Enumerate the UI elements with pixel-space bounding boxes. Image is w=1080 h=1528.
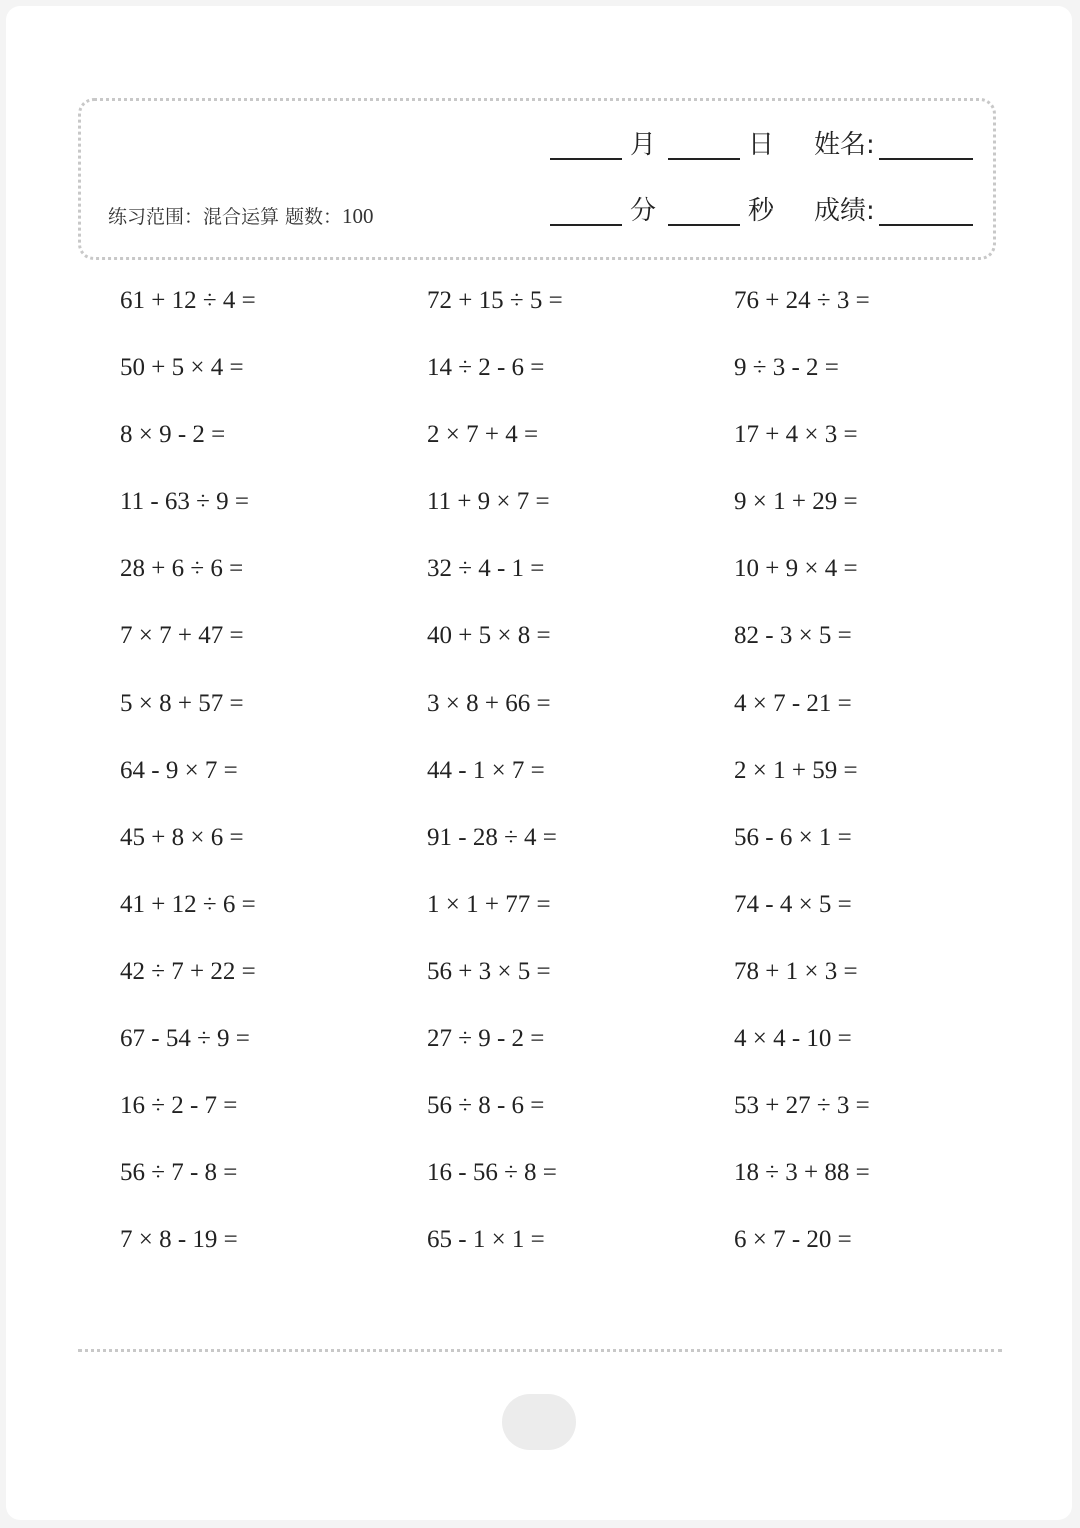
problem: 44 - 1 × 7 =	[427, 756, 545, 784]
problem: 56 ÷ 8 - 6 =	[427, 1092, 545, 1120]
problem: 11 + 9 × 7 =	[427, 488, 550, 516]
header-box	[78, 98, 996, 260]
problem: 74 - 4 × 5 =	[734, 890, 852, 918]
problem: 7 × 8 - 19 =	[120, 1226, 238, 1254]
problem: 9 ÷ 3 - 2 =	[734, 354, 839, 382]
problem: 72 + 15 ÷ 5 =	[427, 287, 563, 314]
problem: 91 - 28 ÷ 4 =	[427, 823, 557, 851]
problem: 56 ÷ 7 - 8 =	[120, 1159, 238, 1187]
day-blank[interactable]	[668, 130, 740, 160]
footer-divider	[78, 1349, 1002, 1352]
practice-scope	[108, 202, 374, 229]
problem: 82 - 3 × 5 =	[734, 622, 852, 650]
day-label: 日	[748, 130, 775, 160]
problem: 65 - 1 × 1 =	[427, 1226, 545, 1254]
month-label: 月	[630, 130, 657, 160]
month-blank[interactable]	[550, 130, 622, 160]
problem: 3 × 8 + 66 =	[427, 689, 551, 717]
second-label: 秒	[748, 196, 775, 226]
name-label: 姓名:	[814, 130, 875, 160]
problem: 14 ÷ 2 - 6 =	[427, 354, 545, 382]
problem: 10 + 9 × 4 =	[734, 555, 858, 583]
minute-blank[interactable]	[550, 196, 622, 226]
problem: 64 - 9 × 7 =	[120, 756, 238, 784]
problem: 8 × 9 - 2 =	[120, 421, 226, 449]
second-blank[interactable]	[668, 196, 740, 226]
problem: 42 ÷ 7 + 22 =	[120, 957, 256, 985]
problem: 32 ÷ 4 - 1 =	[427, 555, 545, 583]
problem: 11 - 63 ÷ 9 =	[120, 488, 249, 516]
problem: 4 × 7 - 21 =	[734, 689, 852, 717]
problem: 56 - 6 × 1 =	[734, 823, 852, 851]
problem: 1 × 1 + 77 =	[427, 890, 551, 918]
problem: 50 + 5 × 4 =	[120, 354, 244, 382]
page-number-pill	[502, 1394, 576, 1450]
problem: 76 + 24 ÷ 3 =	[734, 287, 870, 314]
problem: 7 × 7 + 47 =	[120, 622, 244, 650]
score-label: 成绩:	[814, 196, 875, 226]
problem: 27 ÷ 9 - 2 =	[427, 1025, 545, 1053]
problem: 16 - 56 ÷ 8 =	[427, 1159, 557, 1187]
scope-text: 练习范围：混合运算 题数：	[108, 206, 343, 228]
problem: 45 + 8 × 6 =	[120, 823, 244, 851]
problem-grid	[120, 282, 1041, 1288]
question-count: 100	[342, 204, 374, 228]
problem: 2 × 1 + 59 =	[734, 756, 858, 784]
problem: 16 ÷ 2 - 7 =	[120, 1092, 238, 1120]
name-blank[interactable]	[879, 130, 973, 160]
problem: 5 × 8 + 57 =	[120, 689, 244, 717]
problem: 67 - 54 ÷ 9 =	[120, 1025, 250, 1053]
problem: 17 + 4 × 3 =	[734, 421, 858, 449]
problem: 41 + 12 ÷ 6 =	[120, 890, 256, 918]
problem: 40 + 5 × 8 =	[427, 622, 551, 650]
problem: 9 × 1 + 29 =	[734, 488, 858, 516]
time-score-row	[550, 196, 973, 226]
problem: 56 + 3 × 5 =	[427, 957, 551, 985]
problem: 2 × 7 + 4 =	[427, 421, 539, 449]
score-blank[interactable]	[879, 196, 973, 226]
problem: 61 + 12 ÷ 4 =	[120, 287, 256, 314]
problem: 78 + 1 × 3 =	[734, 957, 858, 985]
date-name-row	[550, 130, 973, 160]
problem: 6 × 7 - 20 =	[734, 1226, 852, 1254]
problem: 28 + 6 ÷ 6 =	[120, 555, 244, 583]
problem: 4 × 4 - 10 =	[734, 1025, 852, 1053]
problem: 53 + 27 ÷ 3 =	[734, 1092, 870, 1120]
minute-label: 分	[630, 196, 657, 226]
problem: 18 ÷ 3 + 88 =	[734, 1159, 870, 1187]
